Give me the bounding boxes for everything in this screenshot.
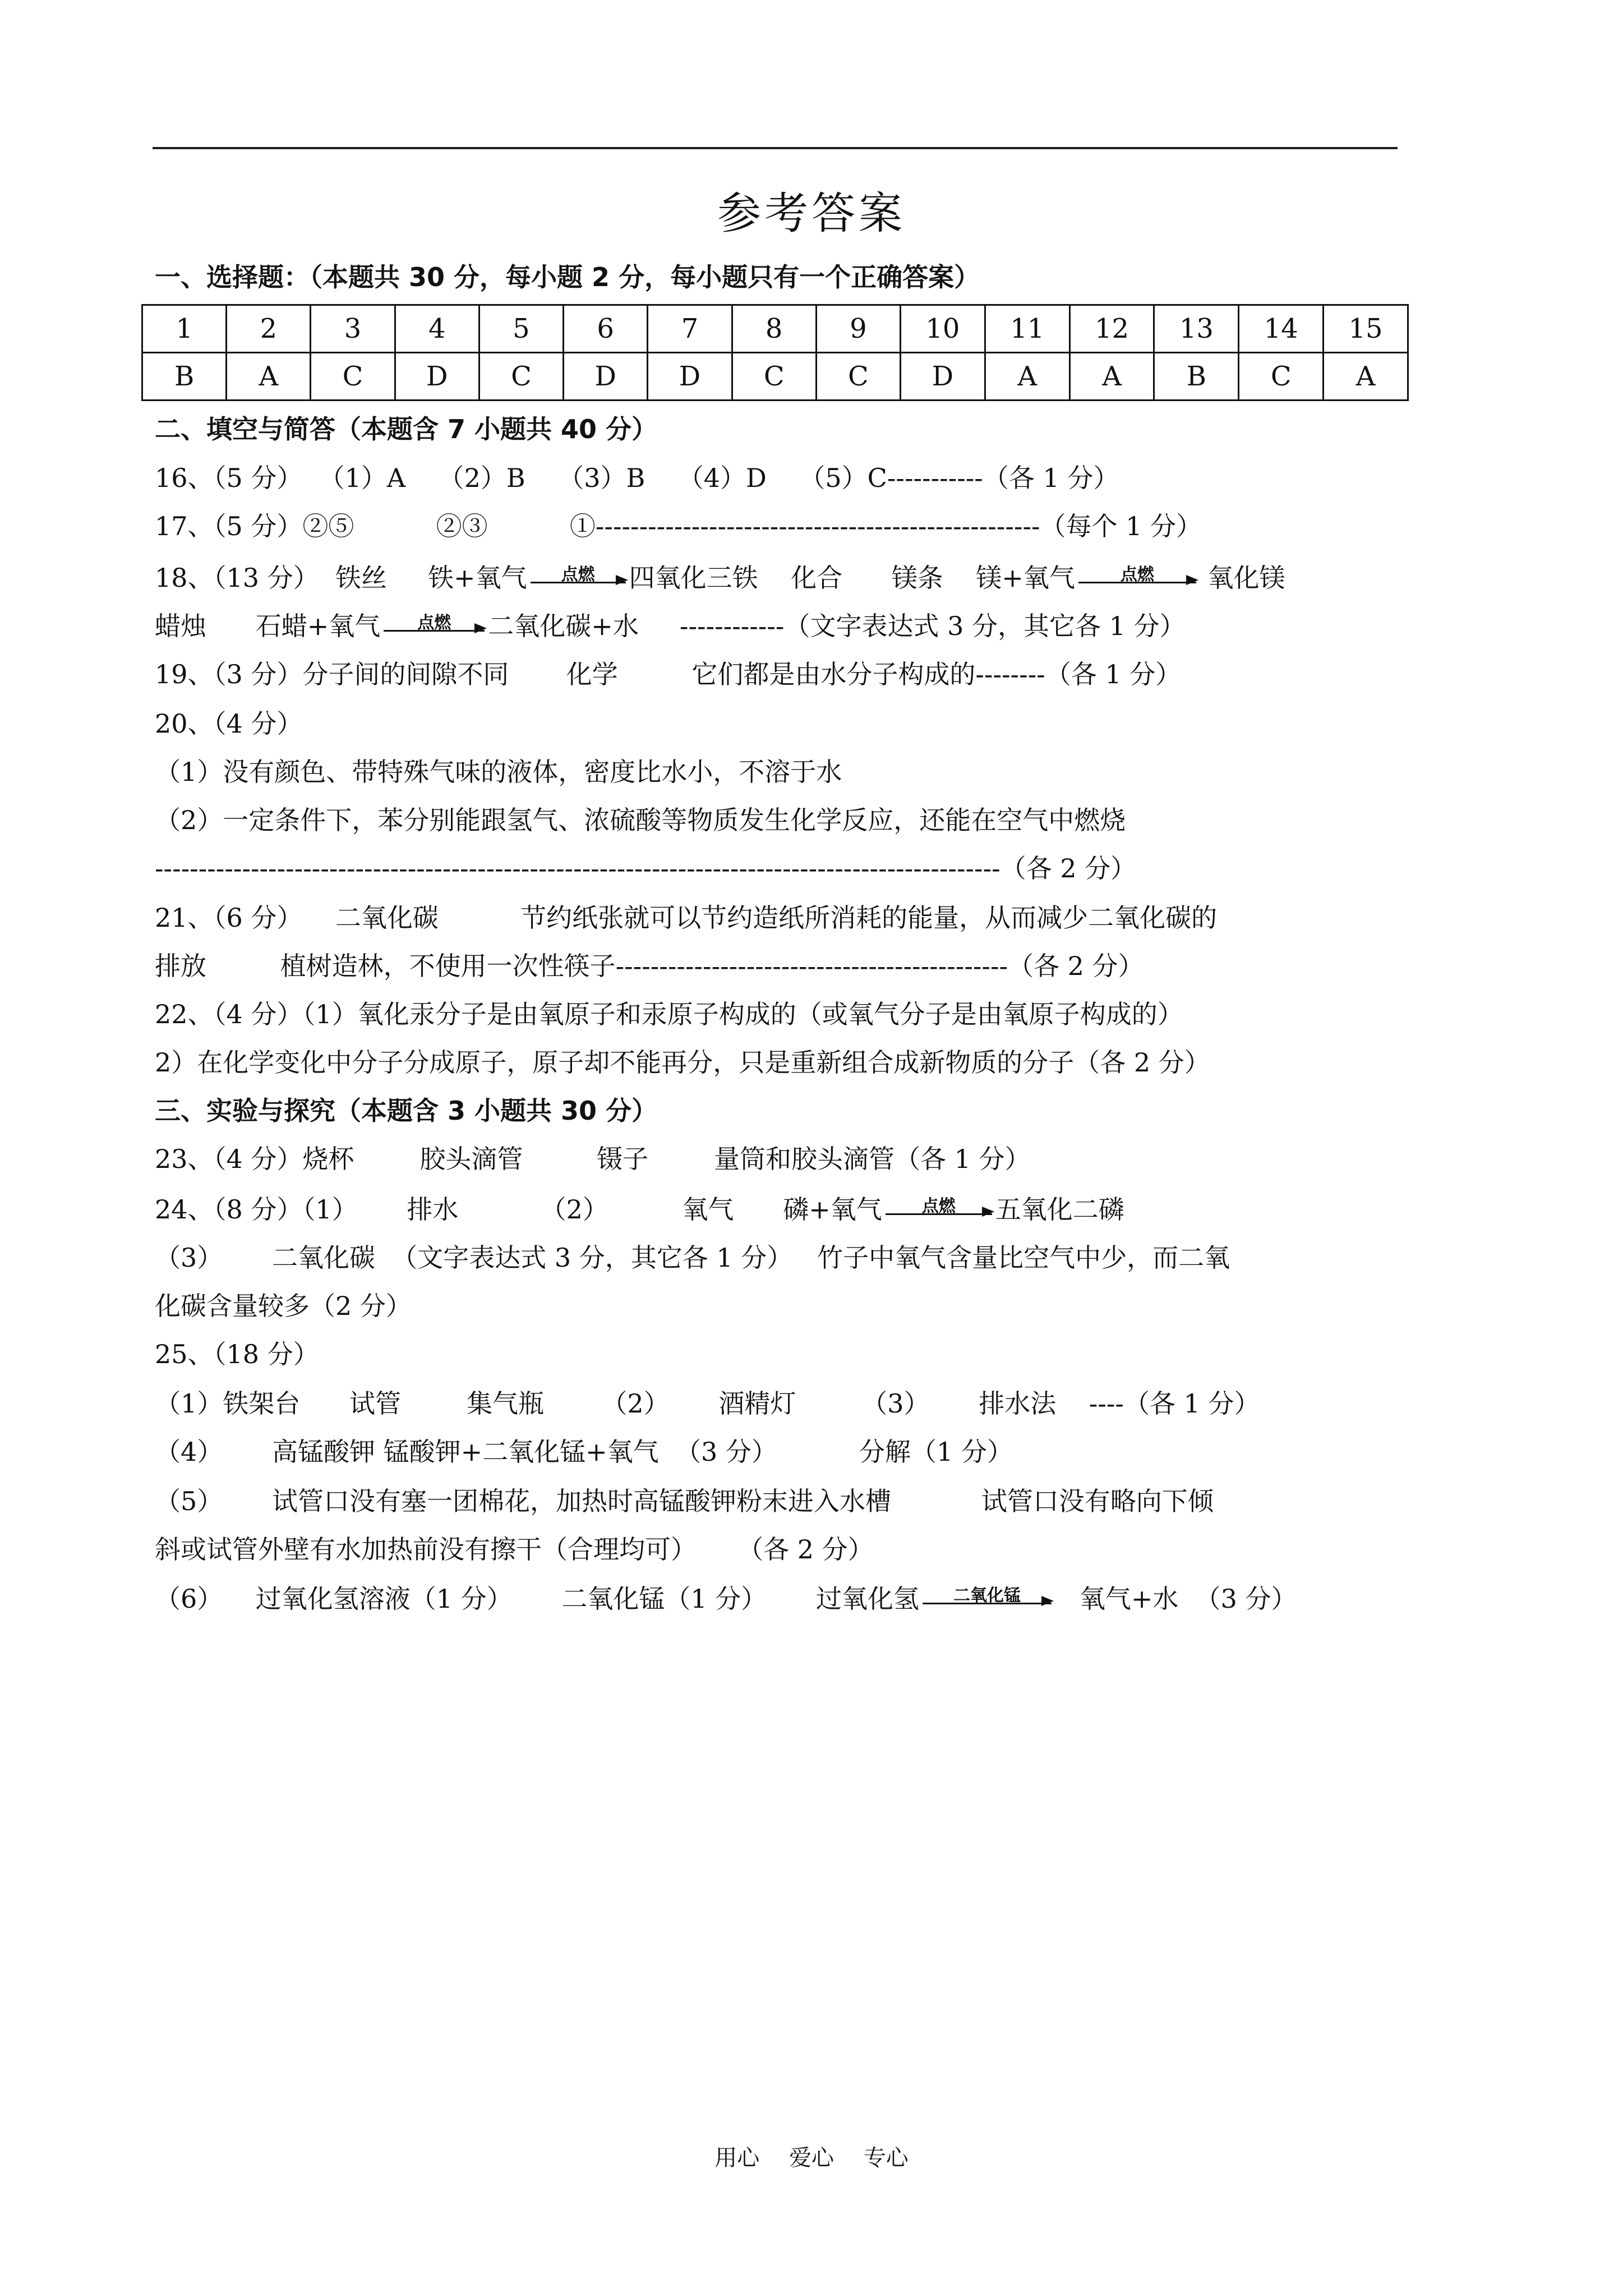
table-cell: C	[479, 353, 563, 401]
q22-line-2: 2）在化学变化中分子分成原子，原子却不能再分，只是重新组合成新物质的分子（各 2 分）	[155, 1047, 1210, 1078]
q18-text-c: 氧化镁	[1199, 563, 1285, 593]
q25-answer-4: （4） 高锰酸钾 锰酸钾+二氧化锰+氧气 （3 分） 分解（1 分）	[155, 1437, 1013, 1467]
q25-text-6a: （6） 过氧化氢溶液（1 分） 二氧化锰（1 分） 过氧化氢	[155, 1584, 919, 1614]
table-cell: C	[732, 353, 816, 401]
table-cell: A	[985, 353, 1069, 401]
q24-text-b: 五氧化二磷	[995, 1194, 1124, 1225]
q17-line: 17、（5 分）②⑤ ②③ ①---------------------------------------------------（每个 1 分）	[155, 511, 1202, 541]
table-cell: 13	[1154, 305, 1239, 353]
q25-answer-6	[155, 1582, 1297, 1616]
table-cell: D	[901, 353, 985, 401]
table-cell: 1	[142, 305, 227, 353]
table-cell: 11	[985, 305, 1069, 353]
table-cell: 12	[1069, 305, 1154, 353]
arrow-label: 点燃	[561, 564, 595, 585]
q18-text-b: 四氧化三铁 化合 镁条 镁+氧气	[629, 563, 1075, 593]
q20-answer-3: -------------------------------------------------------------------------------------------------（各 2 分）	[155, 853, 1137, 884]
q25-text-6b: 氧气+水 （3 分）	[1055, 1584, 1297, 1614]
q18-text-a: 18、（13 分） 铁丝 铁+氧气	[155, 563, 527, 593]
table-cell: 5	[479, 305, 563, 353]
reaction-arrow	[531, 564, 626, 585]
page-title: 参考答案	[717, 188, 906, 239]
q18-line-1	[155, 561, 1285, 595]
q19-line: 19、（3 分）分子间的间隙不同 化学 它们都是由水分子构成的--------（各 1 分）	[155, 659, 1182, 689]
section3-heading: 三、实验与探究（本题含 3 小题共 30 分）	[155, 1096, 658, 1126]
q18-text-d: 蜡烛 石蜡+氧气	[155, 611, 381, 641]
q24-line-3: 化碳含量较多（2 分）	[155, 1291, 412, 1321]
q18-line-2	[155, 609, 1185, 643]
q24-line-2: （3） 二氧化碳 （文字表达式 3 分，其它各 1 分） 竹子中氧气含量比空气中少，而二氧	[155, 1243, 1230, 1273]
reaction-arrow	[1078, 564, 1196, 585]
q21-line-2: 排放 植树造林，不使用一次性筷子---------------------------------------------（各 2 分）	[155, 951, 1144, 981]
arrow-label: 点燃	[921, 1196, 956, 1216]
q20-answer-1: （1）没有颜色、带特殊气味的液体，密度比水小，不溶于水	[155, 757, 842, 787]
table-cell: 7	[648, 305, 732, 353]
table-cell: 4	[395, 305, 479, 353]
reaction-arrow	[923, 1585, 1052, 1605]
q24-text-a: 24、（8 分）（1） 排水 （2） 氧气 磷+氧气	[155, 1194, 882, 1225]
arrow-label: 二氧化锰	[953, 1585, 1021, 1605]
q21-line-1: 21、（6 分） 二氧化碳 节约纸张就可以节约造纸所消耗的能量，从而减少二氧化碳的	[155, 903, 1218, 933]
table-cell: D	[648, 353, 732, 401]
reaction-arrow	[384, 613, 485, 633]
q20-answer-2: （2）一定条件下，苯分别能跟氢气、浓硫酸等物质发生化学反应，还能在空气中燃烧	[155, 805, 1126, 835]
table-cell: B	[1154, 353, 1239, 401]
table-cell: A	[1324, 353, 1408, 401]
q25-line: 25、（18 分）	[155, 1339, 319, 1369]
table-cell: 2	[227, 305, 311, 353]
table-cell: A	[1069, 353, 1154, 401]
arrow-label: 点燃	[1120, 564, 1154, 585]
table-cell: 10	[901, 305, 985, 353]
q25-answer-1: （1）铁架台 试管 集气瓶 （2） 酒精灯 （3） 排水法 ----（各 1 分）	[155, 1388, 1260, 1419]
reaction-arrow	[886, 1196, 992, 1216]
table-cell: 15	[1324, 305, 1408, 353]
table-cell: 9	[816, 305, 900, 353]
table-cell: C	[1239, 353, 1324, 401]
table-row-numbers	[142, 305, 1408, 353]
table-cell: D	[395, 353, 479, 401]
q18-text-e: 二氧化碳+水 ------------（文字表达式 3 分，其它各 1 分）	[488, 611, 1186, 641]
q16-line: 16、（5 分） （1）A （2）B （3）B （4）D （5）C-----------（各 1 分）	[155, 463, 1119, 493]
table-cell: A	[227, 353, 311, 401]
table-cell: D	[564, 353, 648, 401]
q25-answer-5b: 斜或试管外壁有水加热前没有擦干（合理均可） （各 2 分）	[155, 1534, 874, 1565]
table-cell: 6	[564, 305, 648, 353]
answer-table	[141, 304, 1409, 401]
arrow-label: 点燃	[417, 613, 451, 633]
q24-line-1	[155, 1193, 1124, 1226]
section2-heading: 二、填空与简答（本题含 7 小题共 40 分）	[155, 414, 658, 444]
table-cell: 3	[311, 305, 395, 353]
page-footer: 用心 爱心 专心	[714, 2145, 909, 2171]
table-cell: 14	[1239, 305, 1324, 353]
q22-line-1: 22、（4 分）（1）氧化汞分子是由氧原子和汞原子构成的（或氧气分子是由氧原子构成的）	[155, 999, 1183, 1029]
table-cell: 8	[732, 305, 816, 353]
q25-answer-5a: （5） 试管口没有塞一团棉花，加热时高锰酸钾粉末进入水槽 试管口没有略向下倾	[155, 1486, 1214, 1516]
table-cell: C	[311, 353, 395, 401]
q20-line: 20、（4 分）	[155, 708, 303, 739]
section1-heading: 一、选择题：（本题共 30 分，每小题 2 分，每小题只有一个正确答案）	[155, 262, 980, 292]
top-rule	[153, 147, 1398, 149]
table-row-answers	[142, 353, 1408, 401]
table-cell: C	[816, 353, 900, 401]
q23-line: 23、（4 分）烧杯 胶头滴管 镊子 量筒和胶头滴管（各 1 分）	[155, 1144, 1031, 1174]
table-cell: B	[142, 353, 227, 401]
